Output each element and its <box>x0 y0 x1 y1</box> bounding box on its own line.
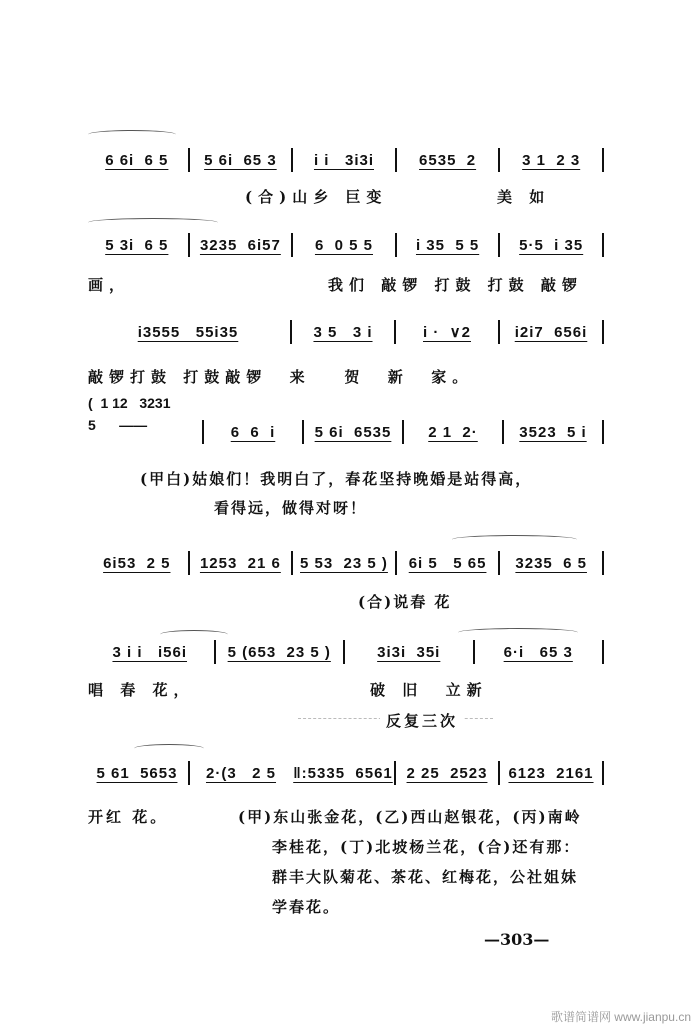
slur <box>134 744 204 753</box>
measure: 5·5 i 35 <box>519 236 584 254</box>
measure: 3 5 3 i <box>313 323 373 341</box>
slur <box>458 628 578 637</box>
measure: 6i53 2 5 <box>103 554 171 572</box>
measure: 5 3i 6 5 <box>105 236 169 254</box>
measure: i i 3i3i <box>313 151 374 169</box>
lyric: 美 如 <box>497 188 551 206</box>
staff-row-5 <box>86 551 604 575</box>
measure: 6 6i 6 5 <box>105 151 169 169</box>
measure: i3555 55i35 <box>137 323 239 341</box>
lyric: (合)说春 花 <box>358 593 452 611</box>
barline <box>602 320 604 344</box>
measure: 5 53 23 5 ) <box>300 554 388 572</box>
lyric: 敲锣打鼓 打鼓敲锣 来 贺 新 家。 <box>88 368 474 386</box>
measure: 5 6i 6535 <box>314 423 392 441</box>
measure: i 35 5 5 <box>415 236 480 254</box>
staff-row-7 <box>86 761 604 785</box>
measure: 5 (653 23 5 ) <box>227 643 331 661</box>
measure: 2 1 2· <box>428 423 478 441</box>
intro-phrase: ( 1 12 3231 5 —— <box>88 395 171 433</box>
barline <box>602 420 604 444</box>
barline <box>602 148 604 172</box>
measure: 5 61 5653 <box>96 764 178 782</box>
measure: 3 1 2 3 <box>522 151 581 169</box>
measure: 2 25 2523 <box>406 764 488 782</box>
repeat-instruction: 反复三次 <box>380 710 464 731</box>
lyric: 破 旧 立新 <box>370 681 488 699</box>
slur <box>88 218 218 227</box>
measure: 6 0 5 5 <box>314 236 373 254</box>
staff-row-1 <box>86 148 604 172</box>
page-number: —303— <box>484 930 550 949</box>
lyric: 我们 敲锣 打鼓 打鼓 敲锣 <box>328 276 583 294</box>
slur <box>452 535 577 544</box>
measure: 6123 2161 <box>508 764 594 782</box>
dialogue: (甲白)姑娘们！我明白了，春花坚持晚婚是站得高， <box>140 470 533 488</box>
measure: 6535 2 <box>419 151 477 169</box>
lyric: (合)山乡 巨变 <box>245 188 388 206</box>
barline <box>602 761 604 785</box>
measure: 3523 5 i <box>519 423 587 441</box>
verse-line: 李桂花，(丁)北坡杨兰花，(合)还有那： <box>272 838 581 856</box>
measure: 5 6i 65 3 <box>204 151 277 169</box>
measure: 3235 6 5 <box>515 554 587 572</box>
measure: 2·(3 2 5 <box>205 764 277 782</box>
watermark: 歌谱简谱网 www.jianpu.cn <box>550 1010 691 1024</box>
measure: 3235 6i57 <box>199 236 281 254</box>
measure: 6·i 65 3 <box>503 643 573 661</box>
lyric: 唱 春 花， <box>88 681 195 699</box>
measure: 1253 21 6 <box>199 554 281 572</box>
barline <box>602 233 604 257</box>
measure: 6 6 i <box>230 423 276 441</box>
measure: 6i 5 5 65 <box>408 554 487 572</box>
verse-line: (甲)东山张金花，(乙)西山赵银花，(丙)南岭 <box>238 808 582 826</box>
barline <box>602 640 604 664</box>
dialogue: 看得远，做得对呀！ <box>214 499 368 517</box>
measure: 3i3i 35i <box>377 643 441 661</box>
barline <box>602 551 604 575</box>
lyric: 开红 花。 <box>88 808 169 826</box>
staff-row-3 <box>86 320 604 344</box>
verse-line: 学春花。 <box>272 898 341 916</box>
verse-line: 群丰大队菊花、茶花、红梅花，公社姐妹 <box>272 868 579 886</box>
measure: i2i7 656i <box>514 323 588 341</box>
slur <box>160 630 228 639</box>
lyric: 画， <box>88 276 131 294</box>
measure: ‖:5335 6561 <box>293 764 393 782</box>
slur <box>88 130 176 139</box>
staff-row-2 <box>86 233 604 257</box>
measure: 3 i i i56i <box>112 643 188 661</box>
staff-row-4 <box>202 420 604 444</box>
measure: i · ∨2 <box>423 324 471 341</box>
staff-row-6 <box>86 640 604 664</box>
